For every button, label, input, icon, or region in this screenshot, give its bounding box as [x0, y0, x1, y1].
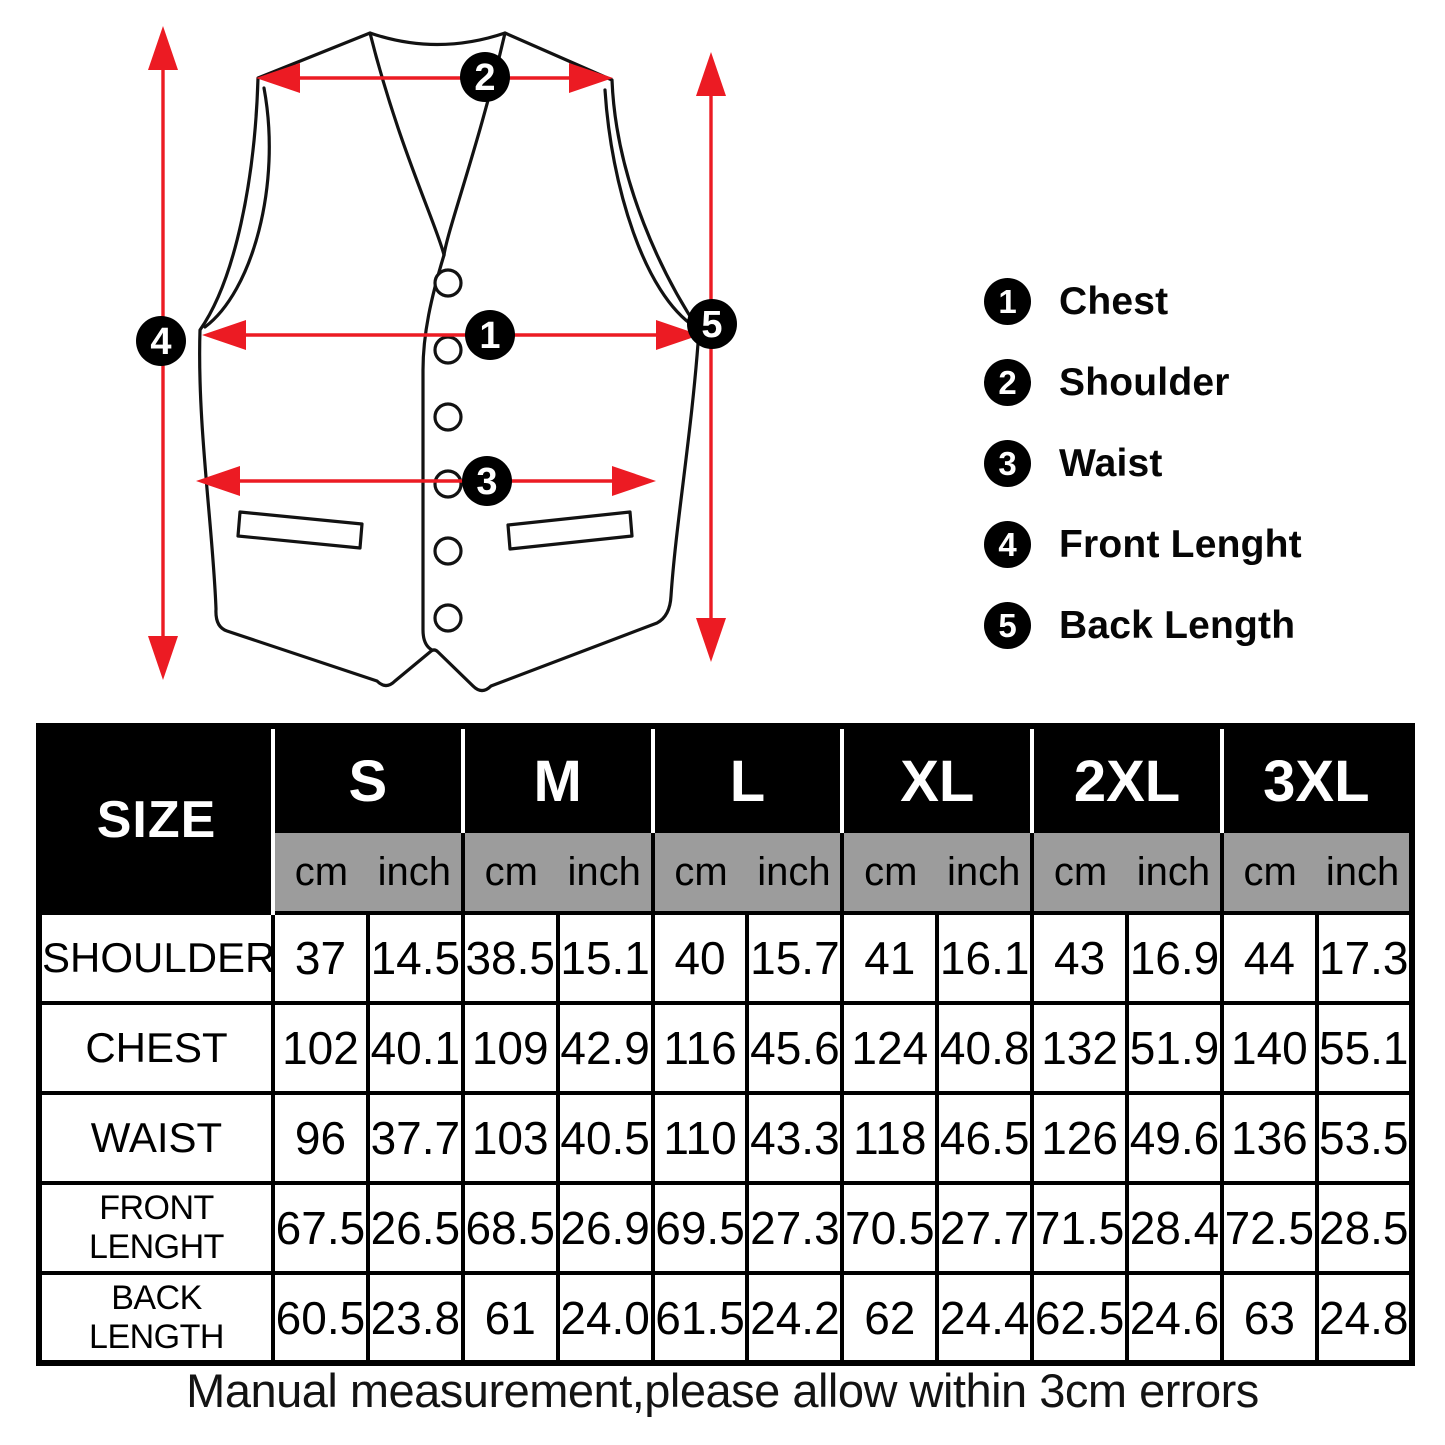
legend-item [984, 602, 1302, 649]
table-cell: 136 [1222, 1093, 1317, 1183]
chest-badge-number: 1 [479, 315, 501, 357]
size-col-header: M [463, 726, 653, 833]
table-cell: 37 [273, 913, 368, 1003]
table-cell: 24.6 [1127, 1273, 1222, 1363]
table-cell: 27.3 [747, 1183, 842, 1273]
unit-inch-label: inch [1136, 849, 1211, 894]
table-cell: 53.5 [1317, 1093, 1412, 1183]
table-cell: 41 [842, 913, 937, 1003]
unit-inch-label: inch [377, 849, 452, 894]
table-cell: 62.5 [1032, 1273, 1127, 1363]
table-cell: 51.9 [1127, 1003, 1222, 1093]
table-cell: 40.8 [937, 1003, 1032, 1093]
size-col-header: L [653, 726, 843, 833]
table-cell: 55.1 [1317, 1003, 1412, 1093]
table-cell: 109 [463, 1003, 558, 1093]
size-col-header: S [273, 726, 463, 833]
size-col-header: XL [842, 726, 1032, 833]
unit-cell-inner [655, 850, 841, 895]
table-cell: 126 [1032, 1093, 1127, 1183]
table-cell: 72.5 [1222, 1183, 1317, 1273]
size-table [36, 723, 1415, 1366]
table-cell: 46.5 [937, 1093, 1032, 1183]
shoulder-badge-number: 2 [474, 57, 496, 99]
table-cell: 62 [842, 1273, 937, 1363]
table-cell: 69.5 [653, 1183, 748, 1273]
table-cell: 49.6 [1127, 1093, 1222, 1183]
size-header-cell: SIZE [39, 726, 273, 913]
table-cell: 61 [463, 1273, 558, 1363]
table-cell: 71.5 [1032, 1183, 1127, 1273]
table-cell: 60.5 [273, 1273, 368, 1363]
waist-badge-number: 3 [476, 461, 498, 503]
table-cell: 40.5 [558, 1093, 653, 1183]
legend-label: Shoulder [1059, 360, 1230, 404]
legend-badge: 2 [984, 359, 1031, 406]
unit-cell-inner [1224, 850, 1409, 895]
table-cell: 24.8 [1317, 1273, 1412, 1363]
table-cell: 61.5 [653, 1273, 748, 1363]
size-col-header: 2XL [1032, 726, 1222, 833]
vest-drawing [200, 33, 699, 691]
table-cell: 16.1 [937, 913, 1032, 1003]
unit-cm-label: cm [674, 849, 728, 894]
table-cell: 140 [1222, 1003, 1317, 1093]
row-label: FRONT LENGHT [39, 1183, 273, 1273]
table-cell: 68.5 [463, 1183, 558, 1273]
table-cell: 116 [653, 1003, 748, 1093]
shoulder-badge [460, 52, 510, 102]
back-length-badge-number: 5 [701, 304, 723, 346]
table-cell: 70.5 [842, 1183, 937, 1273]
table-row [39, 1183, 1412, 1273]
unit-inch-label: inch [1325, 849, 1400, 894]
unit-cell [273, 833, 463, 913]
table-cell: 110 [653, 1093, 748, 1183]
table-cell: 40 [653, 913, 748, 1003]
unit-inch-label: inch [567, 849, 641, 894]
measurement-note: Manual measurement,please allow within 3cm errors [186, 1364, 1259, 1417]
table-row [39, 913, 1412, 1003]
row-label: BACK LENGTH [39, 1273, 273, 1363]
table-row [39, 1003, 1412, 1093]
table-cell: 118 [842, 1093, 937, 1183]
unit-cm-label: cm [1053, 849, 1108, 894]
table-cell: 103 [463, 1093, 558, 1183]
chest-badge [465, 310, 515, 360]
table-cell: 23.8 [368, 1273, 463, 1363]
measurement-legend [984, 278, 1302, 649]
legend-badge: 4 [984, 521, 1031, 568]
table-cell: 37.7 [368, 1093, 463, 1183]
legend-item [984, 359, 1302, 406]
legend-label: Chest [1059, 279, 1169, 323]
table-cell: 45.6 [747, 1003, 842, 1093]
front-length-badge-number: 4 [150, 321, 172, 363]
unit-cell-inner [1034, 850, 1220, 895]
table-cell: 24.4 [937, 1273, 1032, 1363]
table-cell: 14.5 [368, 913, 463, 1003]
legend-label: Waist [1059, 441, 1163, 485]
table-cell: 44 [1222, 913, 1317, 1003]
row-label: WAIST [39, 1093, 273, 1183]
row-label: CHEST [39, 1003, 273, 1093]
unit-inch-label: inch [947, 849, 1021, 894]
table-cell: 42.9 [558, 1003, 653, 1093]
table-cell: 17.3 [1317, 913, 1412, 1003]
table-cell: 24.2 [747, 1273, 842, 1363]
table-cell: 43.3 [747, 1093, 842, 1183]
table-cell: 96 [273, 1093, 368, 1183]
unit-cell-inner [844, 850, 1030, 895]
table-cell: 26.9 [558, 1183, 653, 1273]
unit-inch-label: inch [757, 849, 831, 894]
back-length-badge [687, 299, 737, 349]
table-cell: 28.4 [1127, 1183, 1222, 1273]
table-cell: 132 [1032, 1003, 1127, 1093]
unit-cm-label: cm [294, 849, 349, 894]
table-cell: 102 [273, 1003, 368, 1093]
table-cell: 28.5 [1317, 1183, 1412, 1273]
size-col-header: 3XL [1222, 726, 1412, 833]
table-cell: 124 [842, 1003, 937, 1093]
unit-cm-label: cm [1243, 849, 1297, 894]
table-cell: 40.1 [368, 1003, 463, 1093]
unit-cell [1222, 833, 1412, 913]
unit-cell [842, 833, 1032, 913]
legend-badge: 5 [984, 602, 1031, 649]
table-cell: 24.0 [558, 1273, 653, 1363]
front-length-badge [136, 316, 186, 366]
unit-cell [1032, 833, 1222, 913]
table-row [39, 1093, 1412, 1183]
table-row [39, 1273, 1412, 1363]
legend-badge: 3 [984, 440, 1031, 487]
unit-cell [653, 833, 843, 913]
table-cell: 15.1 [558, 913, 653, 1003]
waist-badge [462, 456, 512, 506]
legend-label: Back Length [1059, 603, 1296, 647]
table-cell: 27.7 [937, 1183, 1032, 1273]
unit-cm-label: cm [484, 849, 538, 894]
table-cell: 63 [1222, 1273, 1317, 1363]
unit-cm-label: cm [864, 849, 918, 894]
table-cell: 67.5 [273, 1183, 368, 1273]
table-cell: 15.7 [747, 913, 842, 1003]
table-cell: 38.5 [463, 913, 558, 1003]
legend-item [984, 440, 1302, 487]
unit-cell-inner [275, 850, 461, 895]
row-label: SHOULDER [39, 913, 273, 1003]
legend-badge: 1 [984, 278, 1031, 325]
table-cell: 26.5 [368, 1183, 463, 1273]
table-cell: 43 [1032, 913, 1127, 1003]
legend-item [984, 521, 1302, 568]
legend-item [984, 278, 1302, 325]
table-cell: 16.9 [1127, 913, 1222, 1003]
back-length-arrow [696, 52, 726, 662]
size-header-row [39, 726, 1412, 833]
unit-cell [463, 833, 653, 913]
unit-cell-inner [465, 850, 651, 895]
legend-label: Front Lenght [1059, 522, 1302, 566]
